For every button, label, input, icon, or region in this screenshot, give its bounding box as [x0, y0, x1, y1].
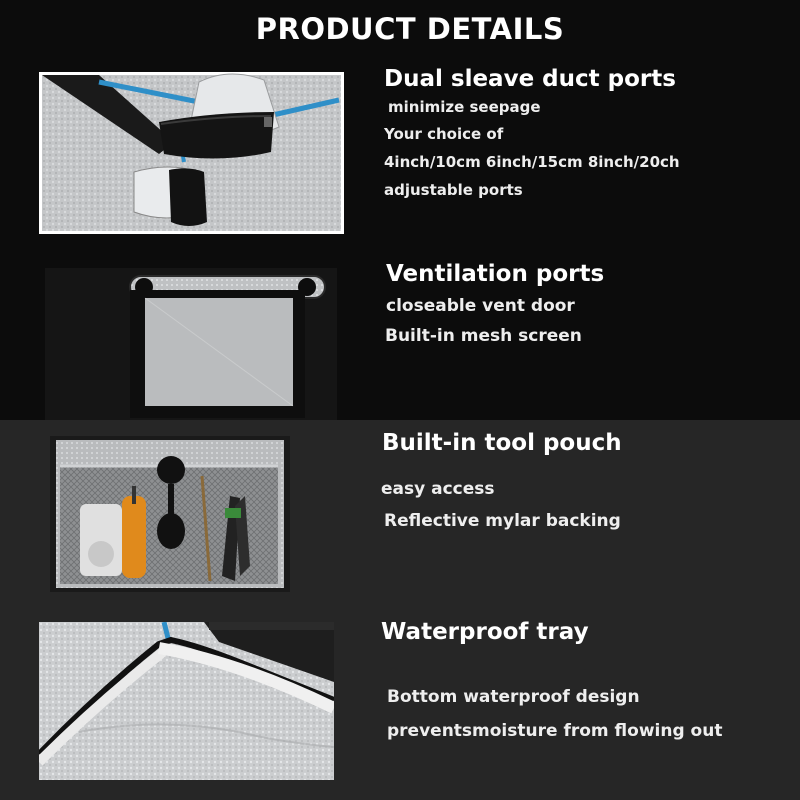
waterproof-tray-image	[39, 622, 334, 780]
tool-pouch-image	[50, 436, 290, 592]
feature-title-ventilation-ports: Ventilation ports	[386, 261, 605, 287]
feature-line: adjustable ports	[384, 181, 523, 199]
feature-line: Built-in mesh screen	[385, 326, 582, 346]
feature-line: preventsmoisture from flowing out	[387, 721, 723, 741]
feature-line: easy access	[381, 479, 495, 499]
vent-window-image	[45, 268, 337, 420]
feature-line: minimize seepage	[388, 98, 541, 116]
duct-port-image	[39, 72, 344, 234]
feature-title-duct-ports: Dual sleave duct ports	[384, 66, 676, 92]
feature-line: Bottom waterproof design	[387, 687, 640, 707]
feature-line: 4inch/10cm 6inch/15cm 8inch/20ch	[384, 153, 680, 171]
feature-line: Reflective mylar backing	[384, 511, 621, 531]
feature-title-tool-pouch: Built-in tool pouch	[382, 430, 622, 456]
feature-line: closeable vent door	[386, 296, 575, 316]
page-title: PRODUCT DETAILS	[255, 12, 565, 46]
feature-line: Your choice of	[384, 125, 504, 143]
feature-title-waterproof-tray: Waterproof tray	[381, 619, 589, 645]
